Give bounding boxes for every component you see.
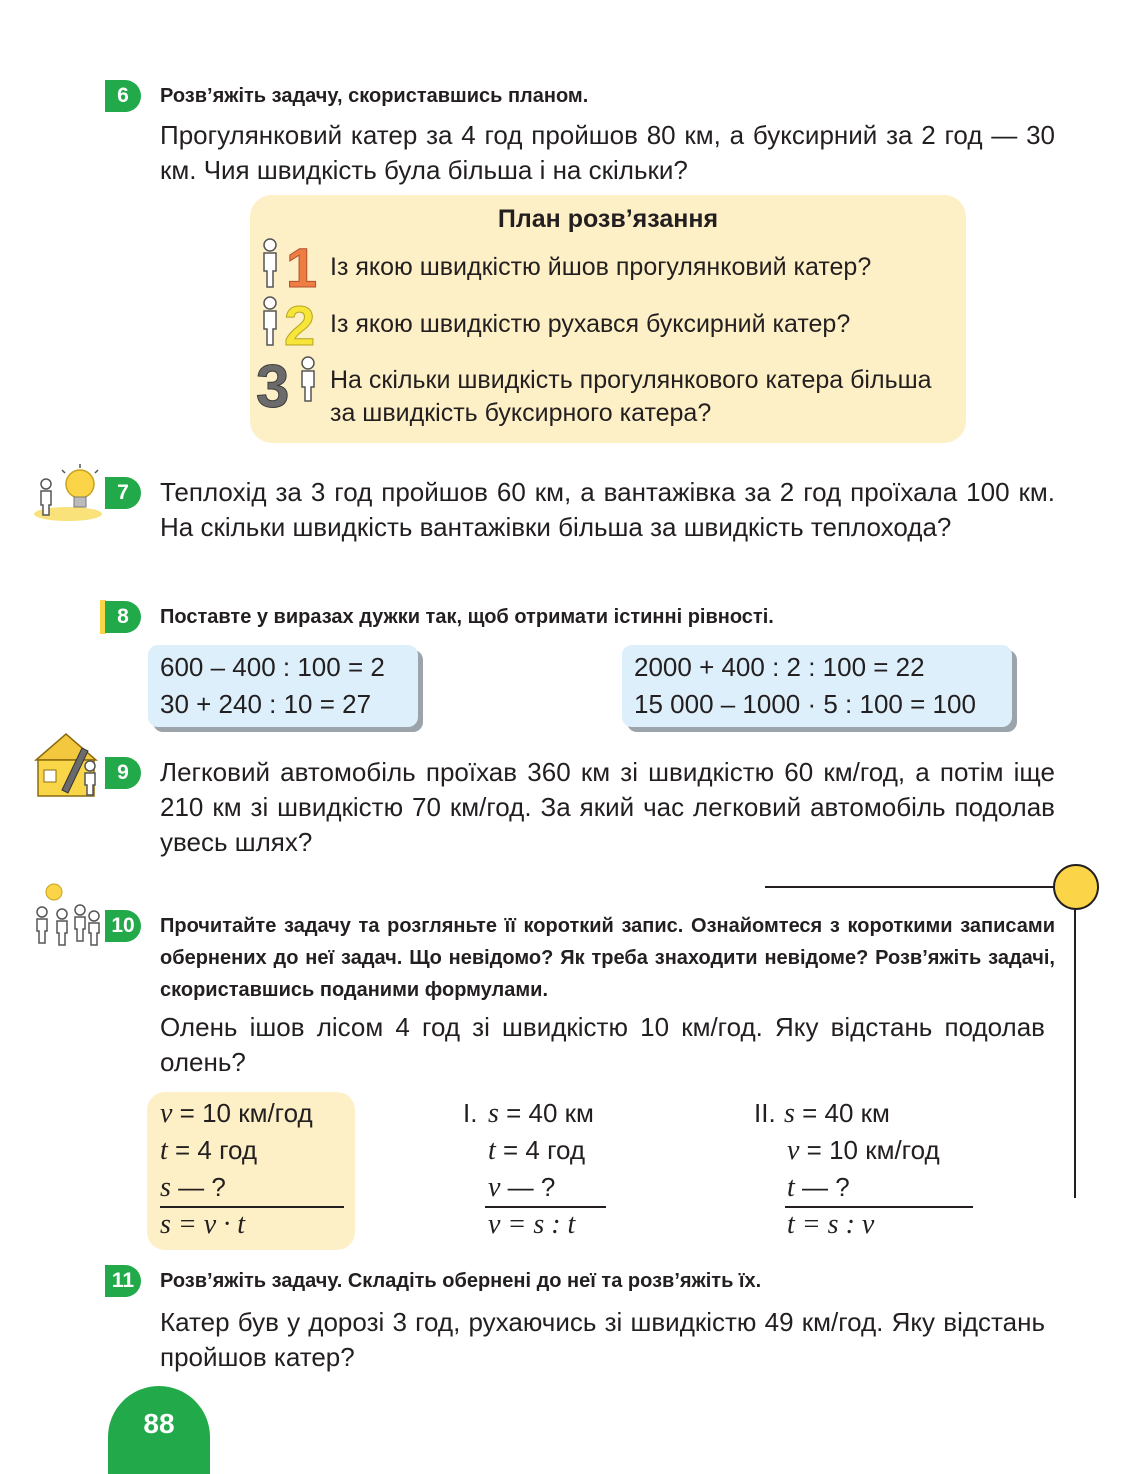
question-line: v — ? bbox=[488, 1172, 556, 1203]
divider-line bbox=[485, 1206, 606, 1208]
task-number-10: 10 bbox=[105, 910, 141, 942]
expressions-left bbox=[148, 645, 418, 727]
task-10-text: Олень ішов лісом 4 год зі швидкістю 10 км/год. Яку відстань подолав олень? bbox=[160, 1012, 1045, 1077]
task-9-text: Легковий автомобіль проїхав 360 км зі швидкістю 60 км/год, а потім іще 210 км зі швидкістю 70 км/год. За який час легковий автомобіль подолав увесь шлях? bbox=[160, 757, 1055, 857]
speed-line: v = 10 км/год bbox=[160, 1098, 313, 1129]
task-number-6: 6 bbox=[105, 80, 141, 112]
time-line: t = 4 год bbox=[160, 1135, 258, 1166]
expression: 30 + 240 : 10 = 27 bbox=[160, 689, 372, 719]
task-number-11: 11 bbox=[105, 1265, 141, 1297]
task-number-9: 9 bbox=[105, 757, 141, 789]
lightbulb-icon bbox=[32, 462, 104, 522]
expressions-right bbox=[622, 645, 1012, 727]
task-8-instruction: Поставте у виразах дужки так, щоб отримати істинні рівності. bbox=[160, 606, 774, 628]
inverse-record-1 bbox=[488, 1095, 594, 1243]
question-line: s — ? bbox=[160, 1172, 226, 1203]
plan-step-1: Із якою швидкістю йшов прогулянковий катер? bbox=[330, 253, 872, 281]
pin-icon bbox=[1053, 864, 1099, 910]
task-6-instruction: Розв’яжіть задачу, скориставшись планом. bbox=[160, 85, 589, 107]
task-11-instruction: Розв’яжіть задачу. Складіть обернені до неї та розв’яжіть їх. bbox=[160, 1270, 762, 1292]
plan-title: План розв’язання bbox=[497, 205, 719, 233]
task-7-text: Теплохід за 3 год пройшов 60 км, а вантажівка за 2 год проїхала 100 км. На скільки швидкість вантажівки більша за швидкість теплохода? bbox=[160, 477, 1055, 542]
divider-line bbox=[785, 1206, 973, 1208]
inverse-label-1: I. bbox=[463, 1098, 478, 1128]
formula: v = s : t bbox=[488, 1209, 576, 1240]
plan-step-3: На скільки швидкість прогулянкового катера більша за швидкість буксирного катера? bbox=[330, 366, 932, 427]
formula: s = v · t bbox=[160, 1209, 245, 1240]
inverse-label-2: II. bbox=[754, 1098, 776, 1128]
step-2-icon bbox=[256, 293, 320, 349]
pin-line bbox=[765, 886, 1055, 888]
expression: 600 – 400 : 100 = 2 bbox=[160, 652, 385, 682]
solution-plan bbox=[250, 195, 966, 443]
step-1-icon bbox=[256, 235, 320, 291]
task-number-8: 8 bbox=[105, 601, 141, 633]
inverse-record-2 bbox=[784, 1095, 940, 1243]
time-line: t = 4 год bbox=[488, 1135, 586, 1166]
plan-step-2: Із якою швидкістю рухався буксирний катер? bbox=[330, 310, 851, 338]
group-icon bbox=[30, 882, 104, 954]
distance-line: s = 40 км bbox=[784, 1098, 890, 1129]
divider-line bbox=[160, 1206, 344, 1208]
short-record-main bbox=[160, 1095, 313, 1243]
svg-text:3: 3 bbox=[256, 353, 290, 413]
expression: 2000 + 400 : 2 : 100 = 22 bbox=[634, 652, 925, 682]
pin-stem bbox=[1074, 908, 1076, 1198]
expression: 15 000 – 1000 · 5 : 100 = 100 bbox=[634, 689, 976, 719]
question-line: t — ? bbox=[787, 1172, 850, 1203]
page-number: 88 bbox=[108, 1386, 210, 1474]
task-11-text: Катер був у дорозі 3 год, рухаючись зі швидкістю 49 км/год. Яку відстань пройшов катер? bbox=[160, 1307, 1045, 1372]
distance-line: s = 40 км bbox=[488, 1098, 594, 1129]
svg-text:1: 1 bbox=[286, 236, 318, 291]
formula: t = s : v bbox=[787, 1209, 875, 1240]
svg-text:2: 2 bbox=[284, 294, 316, 349]
task-6-text: Прогулянковий катер за 4 год пройшов 80 км, а буксирний за 2 год — 30 км. Чия швидкість була більша і на скільки? bbox=[160, 120, 1055, 185]
speed-line: v = 10 км/год bbox=[787, 1135, 940, 1166]
step-3-icon bbox=[256, 353, 320, 413]
task-10-instruction: Прочитайте задачу та розгляньте її короткий запис. Ознайомтеся з короткими записами обернених до неї задач. Що невідомо? Як треба знаходити невідоме? Розв’яжіть задачі, скориставшись поданими формулами. bbox=[160, 915, 1055, 1001]
house-pencil-icon bbox=[32, 730, 106, 800]
task-number-7: 7 bbox=[105, 477, 141, 509]
